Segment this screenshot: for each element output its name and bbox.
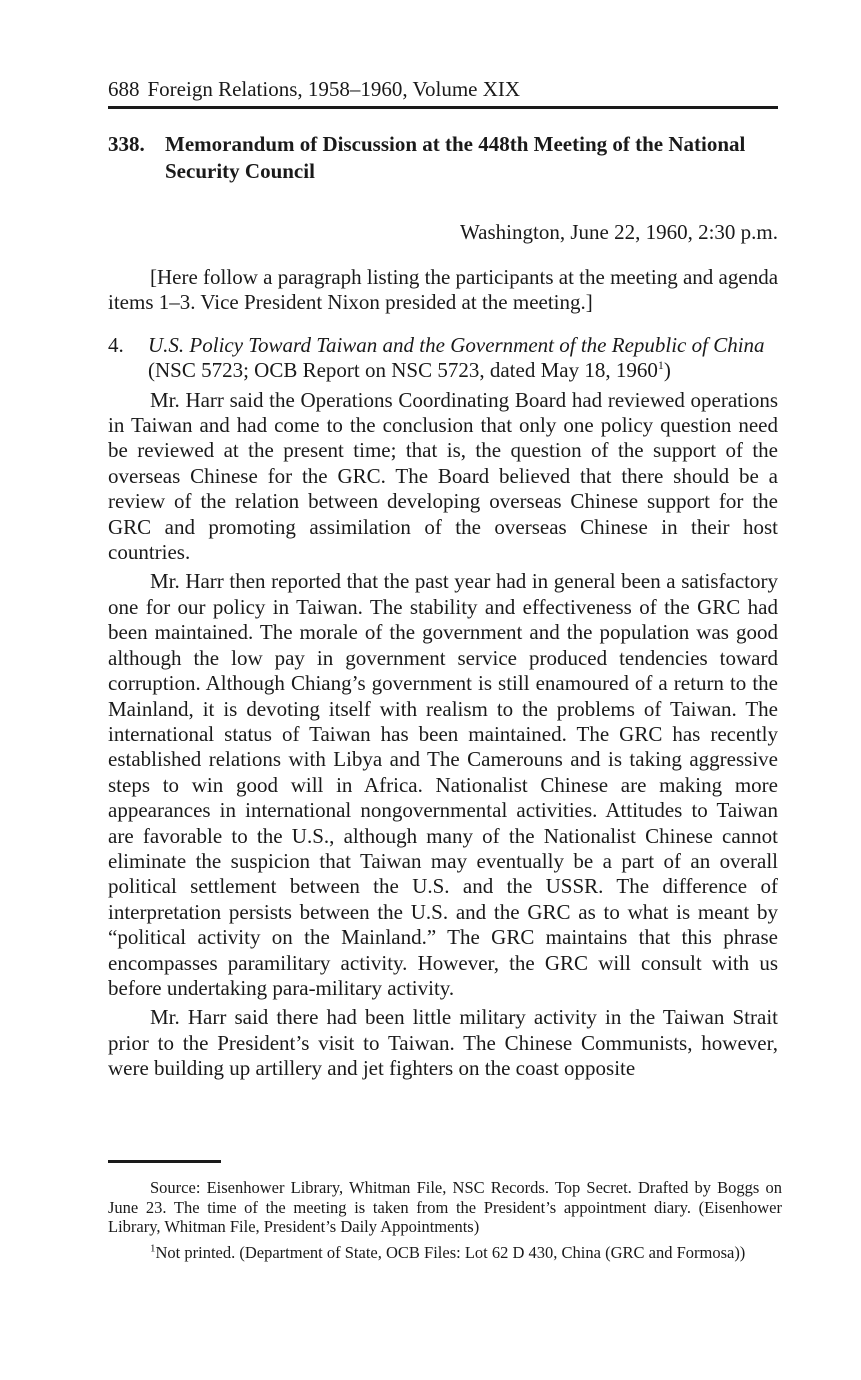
footnote-text: Not printed. (Department of State, OCB Files: Lot 62 D 430, China (GRC and Formosa)) xyxy=(155,1242,746,1262)
editorial-note: [Here follow a paragraph listing the participants at the meeting and agenda items 1–3. Vice President Nixon presided at the meeting.] xyxy=(108,265,779,315)
footnote-reference: 1 xyxy=(657,358,664,373)
paragraph: Mr. Harr said there had been little military activity in the Taiwan Strait prior to the President’s visit to Taiwan. The Chinese Communists, however, were building up artillery and jet fighters on the coast opposite xyxy=(108,1005,778,1081)
paragraph: Mr. Harr then reported that the past year had in general been a satisfactory one for our policy in Taiwan. The stability and effectiveness of the GRC had been maintained. The morale of the government and the population was good although the low pay in government service produced tendencies toward corruption. Although Chiang’s government is still enamoured of a return to the Mainland, it is devoting itself with realism to the problems of Taiwan. The international status of Taiwan has been maintained. The GRC has recently established relations with Libya and The Camerouns and is taking aggressive steps to win good will in Africa. Nationalist Chinese are making more appearances in international nongovernmental activities. Attitudes to Taiwan are favorable to the U.S., although many of the Nationalist Chinese cannot eliminate the suspicion that Taiwan may eventually be a part of an overall political settlement between the U.S. and the USSR. The difference of interpretation persists between the U.S. and the GRC as to what is meant by “political activity on the Mainland.” The GRC maintains that this phrase encompasses paramilitary activity. However, the GRC will consult with us before undertaking para-military activity. xyxy=(108,569,778,1000)
agenda-item-title: U.S. Policy Toward Taiwan and the Government of the Republic of China xyxy=(148,332,765,357)
footnote-text: Source: Eisenhower Library, Whitman File, NSC Records. Top Secret. Drafted by Boggs on June 23. The time of the meeting is taken from the President’s appointment diary. (Eisenhower Library, Whitman File, President’s Daily Appointments) xyxy=(108,1178,782,1236)
agenda-item xyxy=(108,333,778,384)
document-body xyxy=(108,265,778,1082)
page-number: 688 xyxy=(108,77,140,101)
footnote-marker: 1 xyxy=(150,1242,156,1254)
document-heading xyxy=(108,131,778,185)
running-head xyxy=(108,74,778,109)
paragraph: Mr. Harr said the Operations Coordinating Board had reviewed operations in Taiwan and had come to the conclusion that only one policy question need be reviewed at the present time; that is, the question of the support of the overseas Chinese for the GRC. The Board believed that there should be a review of the relation between developing overseas Chinese support for the GRC and promoting assimilation of the overseas Chinese in their host countries. xyxy=(108,387,778,565)
volume-title: Foreign Relations, 1958–1960, Volume XIX xyxy=(147,77,521,101)
footnote xyxy=(108,1243,782,1263)
footnote-divider xyxy=(108,1160,221,1163)
document-title: Memorandum of Discussion at the 448th Meeting of the National Security Council xyxy=(165,132,746,183)
agenda-item-reference-close: ) xyxy=(663,358,671,383)
agenda-item-heading xyxy=(148,333,778,384)
agenda-item-number: 4. xyxy=(108,332,124,357)
agenda-item-reference: (NSC 5723; OCB Report on NSC 5723, dated May 18, 1960 xyxy=(148,358,658,383)
footnotes xyxy=(108,1178,782,1268)
document-page xyxy=(108,74,778,1082)
source-note xyxy=(108,1178,782,1237)
document-number: 338. xyxy=(108,132,145,156)
dateline: Washington, June 22, 1960, 2:30 p.m. xyxy=(460,220,778,244)
